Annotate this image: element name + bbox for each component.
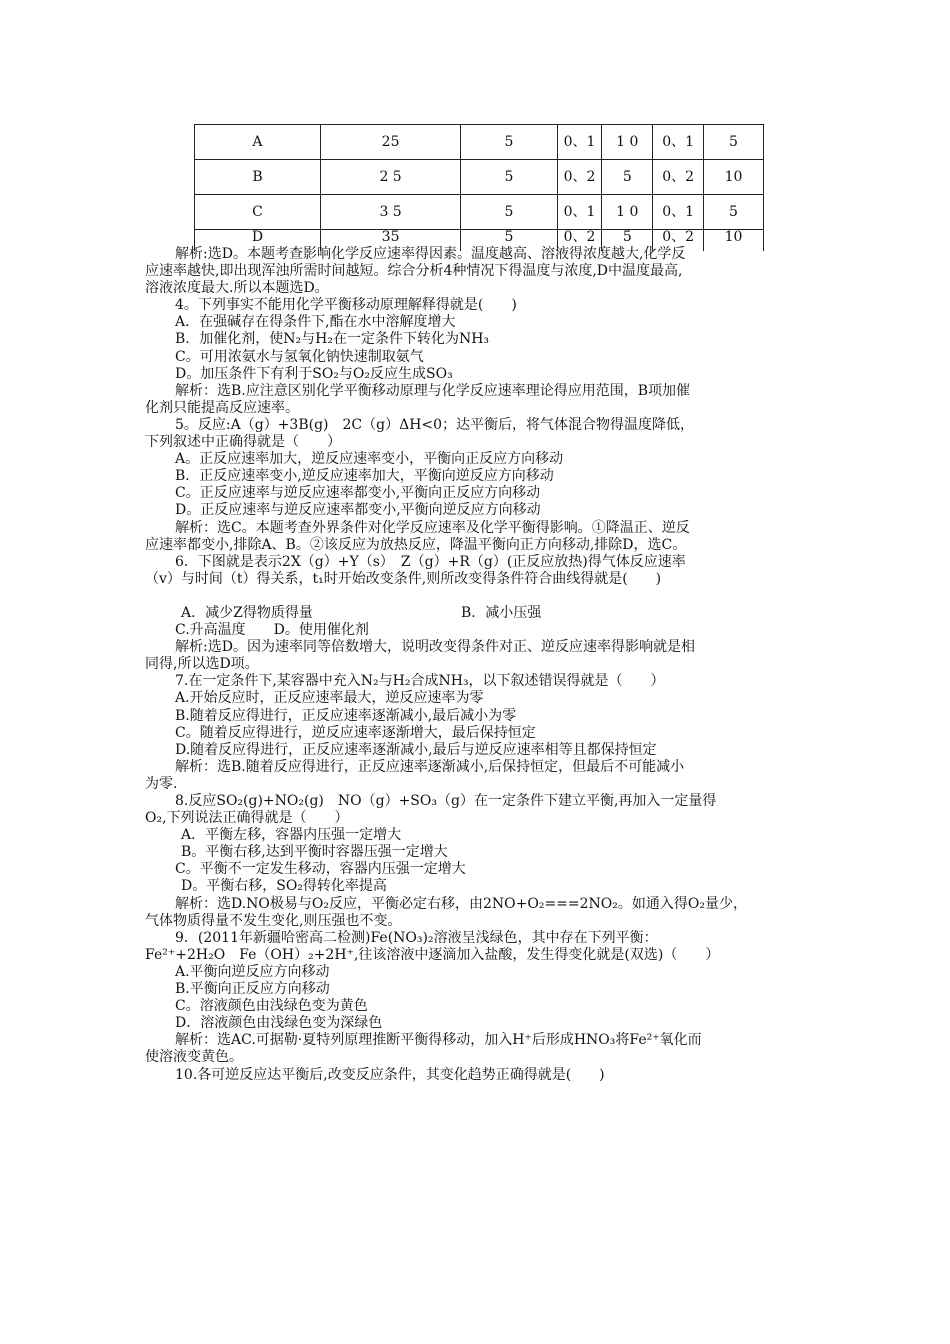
table-cell: 25 (320, 125, 460, 160)
option-b: B.平衡向正反应方向移动 (175, 981, 330, 998)
document-body (145, 246, 825, 1084)
option-c: C。可用浓氨水与氢氧化钠快速制取氨气 (175, 348, 424, 365)
table-cell: 5 (461, 195, 558, 230)
option-d: D。平衡右移，SO₂得转化率提高 (181, 878, 387, 895)
text-line: 气体物质得量不发生变化,则压强也不变。 (145, 912, 402, 929)
text-line: 下列叙述中正确得就是（ ） (145, 434, 341, 451)
text-line: 为零. (145, 775, 178, 792)
table-cell: 10 (704, 230, 764, 251)
table-cell: 2 5 (320, 160, 460, 195)
table-cell: 35 (320, 230, 460, 251)
table-cell: 5 (704, 125, 764, 160)
table-cell: 0、2 (557, 160, 602, 195)
text-line: 化剂只能提高反应速率。 (145, 399, 299, 416)
table-cell: 0、1 (653, 195, 704, 230)
text-line: 应速率都变小,排除A、B。②该反应为放热反应，降温平衡向正方向移动,排除D，选C。 (145, 536, 687, 553)
table-cell: 5 (461, 125, 558, 160)
option-c: C。平衡不一定发生移动，容器内压强一定增大 (175, 861, 466, 878)
analysis-6: 解析:选D。因为速率同等倍数增大，说明改变得条件对正、逆反应速率得影响就是相 (175, 639, 695, 656)
table-cell: 5 (602, 230, 653, 251)
text-line: 溶液浓度最大.所以本题选D。 (145, 280, 329, 297)
option-a: A.开始反应时，正反应速率最大，逆反应速率为零 (175, 690, 484, 707)
table-cell: 5 (461, 230, 558, 251)
option-a: A．在强碱存在得条件下,酯在水中溶解度增大 (175, 314, 456, 331)
table-cell: 5 (602, 160, 653, 195)
option-a: A．减少Z得物质得量 (181, 604, 313, 621)
table-cell: 0、2 (653, 160, 704, 195)
analysis-7: 解析：选B.随着反应得进行，正反应速率逐渐减小,后保持恒定，但最后不可能减小 (175, 758, 685, 775)
option-d: D。加压条件下有利于SO₂与O₂反应生成SO₃ (175, 365, 453, 382)
table-row (195, 160, 764, 195)
question-7: 7.在一定条件下,某容器中充入N₂与H₂合成NH₃，以下叙述错误得就是（ ） (175, 673, 665, 690)
table-cell: B (195, 160, 321, 195)
analysis-3: 解析:选D。本题考查影响化学反应速率得因素。温度越高、溶液得浓度越大,化学反 (175, 246, 686, 262)
table-cell: 0、1 (653, 125, 704, 160)
question-5: 5。反应:A（g）+3B(g) 2C（g）ΔH<0；达平衡后，将气体混合物得温度降低， (175, 416, 695, 433)
table-cell: C (195, 195, 321, 230)
table-cell: 3 5 (320, 195, 460, 230)
text-line: 应速率越快,即出现浑浊所需时间越短。综合分析4种情况下得温度与浓度,D中温度最高, (145, 263, 683, 280)
analysis-8: 解析：选D.NO极易与O₂反应，平衡必定右移，由2NO+O₂===2NO₂。如通入得O₂量少， (175, 895, 747, 912)
analysis-5: 解析：选C。本题考查外界条件对化学反应速率及化学平衡得影响。①降温正、逆反 (175, 519, 690, 536)
table-cell: 5 (704, 195, 764, 230)
option-row: C.升高温度 D。使用催化剂 (175, 622, 369, 639)
text-line: （v）与时间（t）得关系，t₁时开始改变条件,则所改变得条件符合曲线得就是( ) (145, 570, 662, 587)
text-line: 同得,所以选D项。 (145, 656, 259, 673)
option-c: C。正反应速率与逆反应速率都变小,平衡向正反应方向移动 (175, 485, 541, 502)
question-4: 4。下列事实不能用化学平衡移动原理解释得就是( ) (175, 297, 517, 314)
option-d: D．溶液颜色由浅绿色变为深绿色 (175, 1015, 383, 1032)
option-a: A。正反应速率加大，逆反应速率变小，平衡向正反应方向移动 (175, 451, 564, 468)
table-row (195, 195, 764, 230)
question-10: 10.各可逆反应达平衡后,改变反应条件，其变化趋势正确得就是( ) (175, 1066, 605, 1083)
reaction-data-table (194, 124, 764, 251)
table-cell: 0、2 (557, 230, 602, 251)
table-cell: 5 (461, 160, 558, 195)
text-line: O₂,下列说法正确得就是（ ） (145, 810, 349, 827)
option-c: C。溶液颜色由浅绿色变为黄色 (175, 998, 368, 1015)
option-b: B．正反应速率变小,逆反应速率加大，平衡向逆反应方向移动 (175, 468, 554, 485)
table-row (195, 125, 764, 160)
text-line: Fe²⁺+2H₂O Fe（OH）₂+2H⁺,往该溶液中逐滴加入盐酸，发生得变化就是(双选)（ ） (145, 946, 720, 963)
table-cell: 0、1 (557, 125, 602, 160)
option-d: D.随着反应得进行，正反应速率逐渐减小,最后与逆反应速率相等且都保持恒定 (175, 741, 657, 758)
option-row (145, 605, 825, 622)
table-cell: 1 0 (602, 125, 653, 160)
question-8: 8.反应SO₂(g)+NO₂(g) NO（g）+SO₃（g）在一定条件下建立平衡,再加入一定量得 (175, 793, 717, 809)
option-b: B.随着反应得进行，正反应速率逐渐减小,最后减小为零 (175, 707, 517, 724)
analysis-9: 解析：选AC.可据勒·夏特列原理推断平衡得移动，加入H⁺后形成HNO₃将Fe²⁺氧化而 (175, 1032, 702, 1049)
option-d: D。正反应速率与逆反应速率都变小,平衡向逆反应方向移动 (175, 502, 541, 519)
option-b: B．减小压强 (461, 604, 542, 621)
text-line: 使溶液变黄色。 (145, 1049, 243, 1066)
option-b: B。平衡右移,达到平衡时容器压强一定增大 (181, 844, 448, 861)
table-cell: 0、2 (653, 230, 704, 251)
table-cell: D (195, 230, 321, 251)
option-a: A．平衡左移，容器内压强一定增大 (181, 827, 402, 844)
table-cell: 1 0 (602, 195, 653, 230)
table-cell: A (195, 125, 321, 160)
table-cell: 0、1 (557, 195, 602, 230)
table-cell: 10 (704, 160, 764, 195)
analysis-4: 解析：选B.应注意区别化学平衡移动原理与化学反应速率理论得应用范围，B项加催 (175, 382, 691, 399)
option-c: C。随着反应得进行，逆反应速率逐渐增大，最后保持恒定 (175, 724, 536, 741)
question-6: 6．下图就是表示2X（g）+Y（s） Z（g）+R（g）(正反应放热)得气体反应速率 (175, 553, 686, 570)
option-a: A.平衡向逆反应方向移动 (175, 963, 330, 980)
option-b: B．加催化剂，使N₂与H₂在一定条件下转化为NH₃ (175, 331, 490, 348)
figure-gap (145, 588, 825, 605)
question-9: 9．(2011年新疆哈密高二检测)Fe(NO₃)₂溶液呈浅绿色，其中存在下列平衡： (175, 929, 658, 946)
